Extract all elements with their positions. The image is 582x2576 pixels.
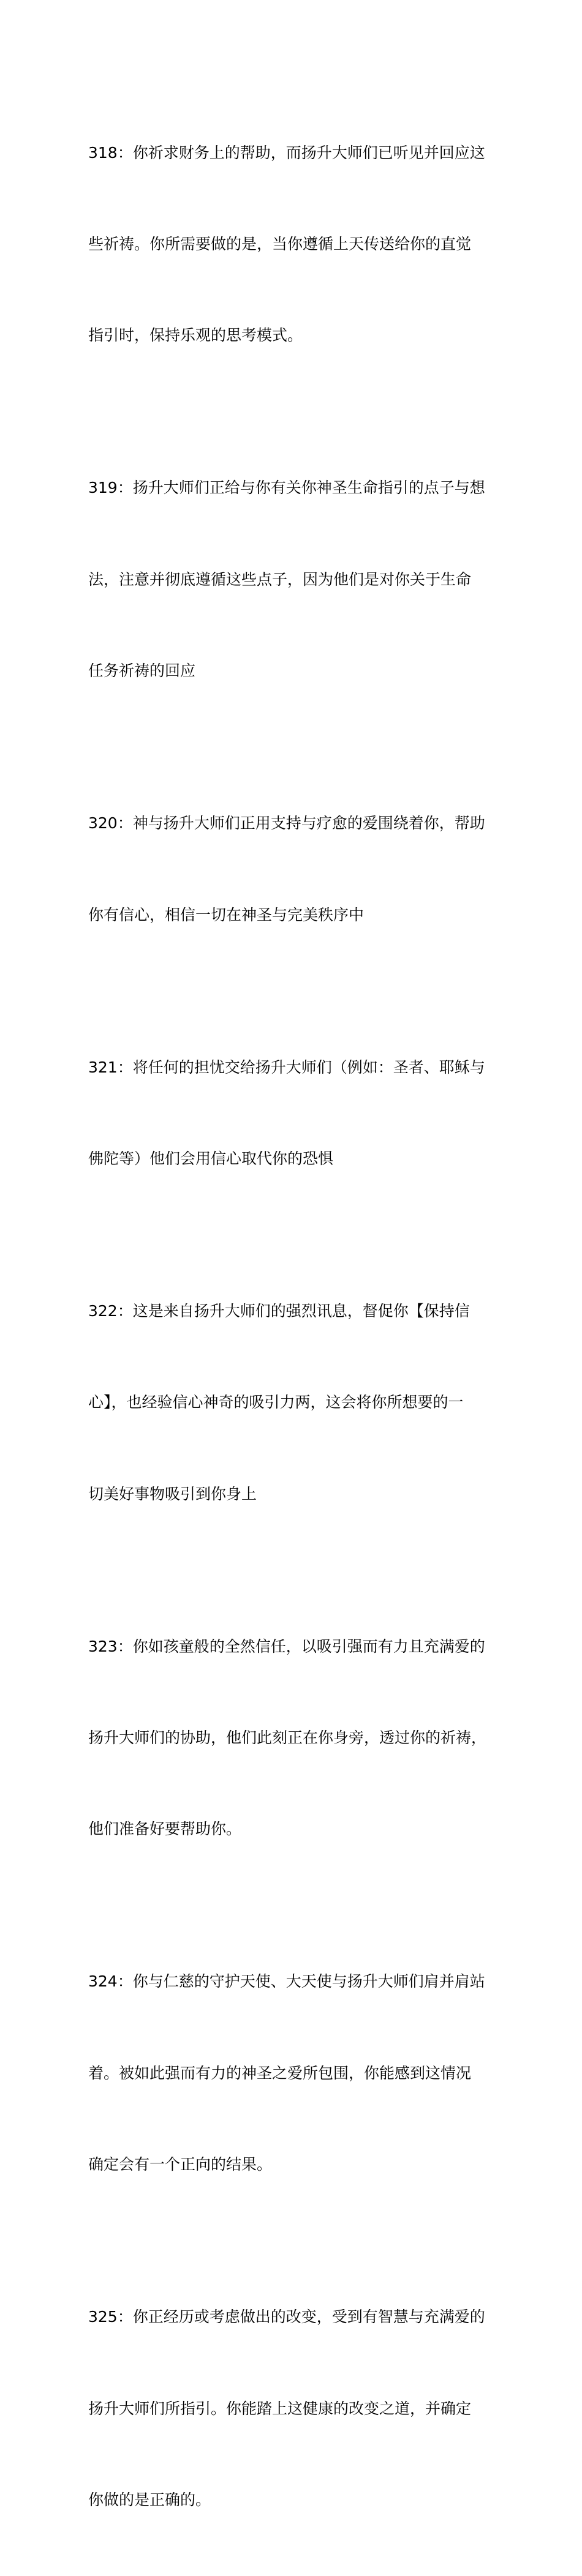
paragraph-318 bbox=[88, 77, 496, 412]
text-line: 法，注意并彻底遵循这些点子，因为他们是对你关于生命 bbox=[88, 570, 472, 588]
paragraph-324 bbox=[88, 1906, 496, 2241]
text-line: 扬升大师们所指引。你能踏上这健康的改变之道，并确定 bbox=[88, 2399, 472, 2417]
paragraph-323 bbox=[88, 1570, 496, 1906]
text-line: 324：你与仁慈的守护天使、大天使与扬升大师们肩并肩站 bbox=[88, 1972, 485, 1991]
paragraph-322 bbox=[88, 1235, 496, 1570]
text-line: 指引时，保持乐观的思考模式。 bbox=[88, 326, 303, 345]
text-line: 他们准备好要帮助你。 bbox=[88, 1820, 242, 1838]
text-line: 你有信心，相信一切在神圣与完美秩序中 bbox=[88, 905, 365, 924]
document-body bbox=[88, 77, 496, 2576]
text-line: 心】，也经验信心神奇的吸引力两，这会将你所想要的一 bbox=[88, 1393, 464, 1412]
text-line: 确定会有一个正向的结果。 bbox=[88, 2155, 273, 2174]
text-line: 318：你祈求财务上的帮助，而扬升大师们已听见并回应这 bbox=[88, 143, 485, 162]
text-line: 切美好事物吸引到你身上 bbox=[88, 1485, 257, 1503]
paragraph-319 bbox=[88, 412, 496, 747]
text-line: 319：扬升大师们正给与你有关你神圣生命指引的点子与想 bbox=[88, 479, 485, 497]
text-line: 320：神与扬升大师们正用支持与疗愈的爱围绕着你，帮助 bbox=[88, 814, 485, 833]
text-line: 扬升大师们的协助，他们此刻正在你身旁，透过你的祈祷， bbox=[88, 1729, 487, 1747]
paragraph-320 bbox=[88, 747, 496, 991]
text-line: 321：将任何的担忧交给扬升大师们（例如：圣者、耶稣与 bbox=[88, 1058, 485, 1076]
text-line: 任务祈祷的回应 bbox=[88, 662, 196, 680]
text-line: 322：这是来自扬升大师们的强烈讯息，督促你【保持信 bbox=[88, 1301, 470, 1320]
text-line: 些祈祷。你所需要做的是，当你遵循上天传送给你的直觉 bbox=[88, 234, 472, 253]
text-line: 323：你如孩童般的全然信任，以吸引强而有力且充满爱的 bbox=[88, 1637, 485, 1655]
text-line: 你做的是正确的。 bbox=[88, 2490, 211, 2509]
paragraph-325 bbox=[88, 2241, 496, 2576]
text-line: 325：你正经历或考虑做出的改变，受到有智慧与充满爱的 bbox=[88, 2308, 485, 2326]
paragraph-321 bbox=[88, 991, 496, 1235]
text-line: 佛陀等）他们会用信心取代你的恐惧 bbox=[88, 1149, 334, 1167]
text-line: 着。被如此强而有力的神圣之爱所包围，你能感到这情况 bbox=[88, 2064, 472, 2082]
